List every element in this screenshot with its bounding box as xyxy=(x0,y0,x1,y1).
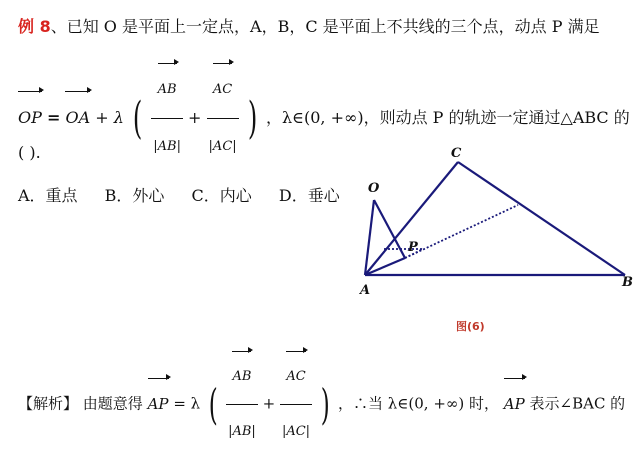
plus-sign: + xyxy=(95,108,109,127)
solution-line xyxy=(18,350,626,439)
lambda-symbol: λ xyxy=(113,108,124,127)
frac-ac-num: AC xyxy=(213,62,232,118)
sol-frac-ac-den: |AC| xyxy=(281,424,311,439)
problem-text: 、已知 O 是平面上一定点，A，B，C 是平面上不共线的三个点，动点 P 满足 xyxy=(50,17,600,36)
solution-label: 【解析】 xyxy=(18,394,79,413)
sol-right-paren: ) xyxy=(320,379,330,429)
problem-line1 xyxy=(18,14,600,37)
segment-ac xyxy=(365,162,458,275)
label-b: B xyxy=(622,275,633,290)
frac-ac-den: |AC| xyxy=(208,139,237,154)
option-c: C．内心 xyxy=(191,186,252,205)
options-row xyxy=(18,183,340,206)
answer-blank: ( ). xyxy=(18,143,41,162)
segment-oa xyxy=(365,200,374,275)
option-d: D．垂心 xyxy=(278,186,340,205)
example-label: 例 8 xyxy=(18,17,51,36)
sol-frac-ab-num: AB xyxy=(232,350,251,404)
solution-text3: 表示∠BAC 的 xyxy=(529,394,626,413)
solution-text2: ，∴当 λ∈(0, +∞) 时， xyxy=(338,394,500,413)
sol-fraction-ab xyxy=(226,350,258,459)
label-o: O xyxy=(368,181,380,196)
vector-op: OP xyxy=(18,90,42,146)
segment-cb xyxy=(458,162,625,275)
dotted-bisector xyxy=(405,205,518,258)
vector-oa: OA xyxy=(65,90,90,146)
label-a: A xyxy=(360,283,371,298)
sol-plus: + xyxy=(262,394,276,413)
triangle-figure xyxy=(355,142,640,342)
option-a: A．重点 xyxy=(18,186,78,205)
label-p: P xyxy=(408,240,418,255)
sol-frac-ac-num: AC xyxy=(286,350,305,404)
sol-fraction-ac xyxy=(280,350,312,459)
left-paren: ( xyxy=(132,92,143,144)
solution-eq: = λ xyxy=(173,394,201,413)
fraction-ac xyxy=(207,62,239,175)
figure-caption: 图(6) xyxy=(456,320,485,333)
fraction-ab xyxy=(151,62,183,175)
vector-ap: AP xyxy=(148,377,169,431)
frac-plus: + xyxy=(188,108,202,127)
option-b: B．外心 xyxy=(104,186,165,205)
right-paren: ) xyxy=(247,92,258,144)
sol-frac-ab-den: |AB| xyxy=(228,424,256,439)
label-c: C xyxy=(451,146,462,161)
vector-ap-2: AP xyxy=(504,377,525,431)
vector-equation xyxy=(18,62,630,154)
frac-ab-num: AB xyxy=(158,62,177,118)
frac-ab-den: |AB| xyxy=(153,139,181,154)
solution-text1: 由题意得 xyxy=(82,394,143,413)
sol-left-paren: ( xyxy=(208,379,218,429)
equals-sign: = xyxy=(46,108,61,127)
equation-tail: ，λ∈(0, +∞)，则动点 P 的轨迹一定通过△ABC 的 xyxy=(266,108,630,127)
